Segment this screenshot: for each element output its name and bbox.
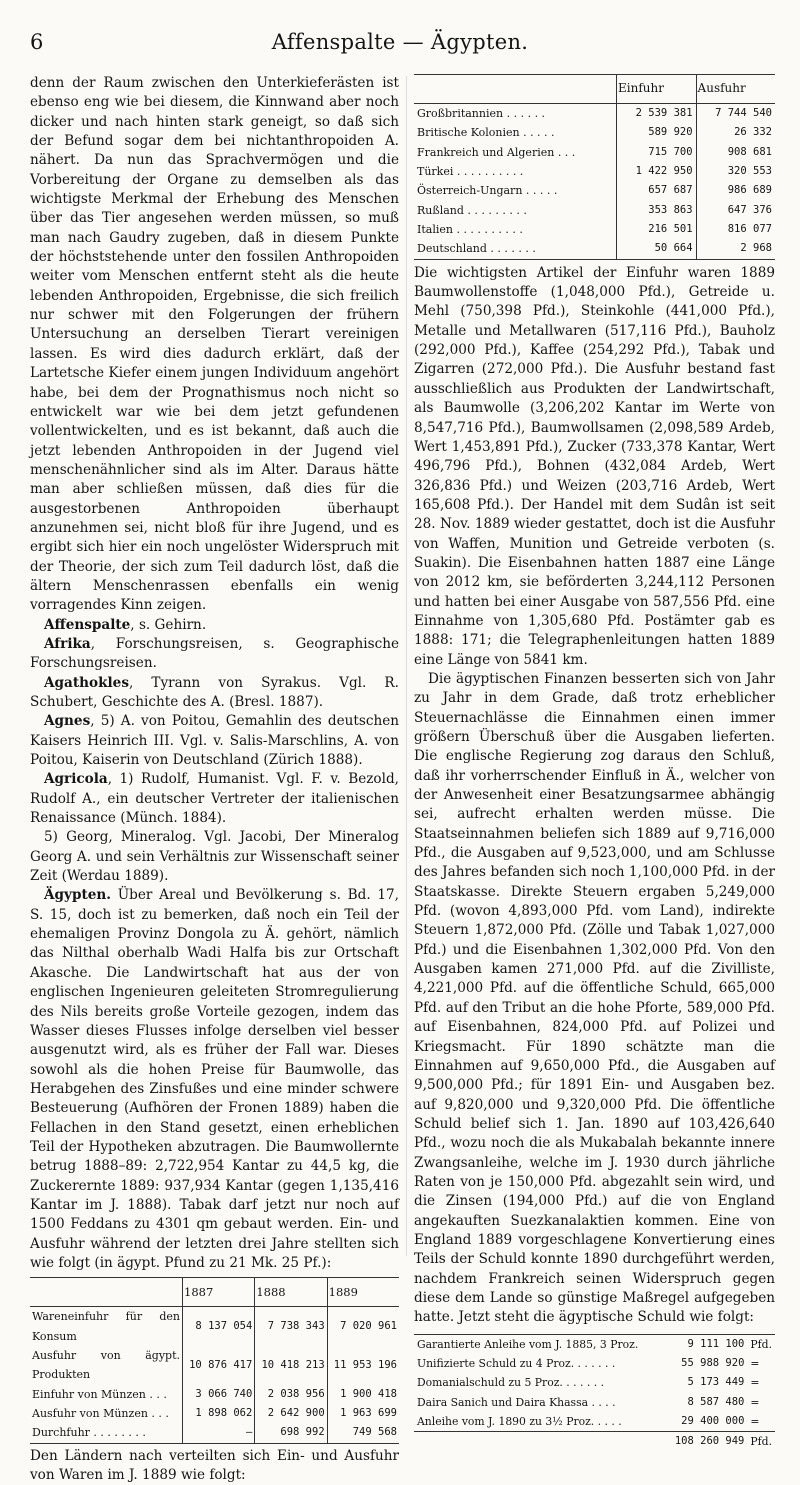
table-row: Durchfuhr . . . . . . . . — 698 992 749 568 bbox=[30, 1423, 399, 1443]
table-row: Garantierte Anleihe vom J. 1885, 3 Proz. 9 111 100 Pfd. bbox=[417, 1337, 772, 1351]
paragraph-handel: Die wichtigsten Artikel der Einfuhr waren 1889 Baumwollenstoffe (1,048,000 Pfd.), Getreide u. Mehl (750,398 Pfd.), Steinkohle (441,000 Pfd.), Metalle und Metallwaren (517,116 Pfd.), Bauholz (292,000 Pfd.), Kaffee (254,292 Pfd.), Tabak und Zigarren (272,000 Pfd.). Die Ausfuhr bestand fast ausschließlich aus Produkten der Landwirtschaft, als Baumwolle (3,206,202 Kantar im Werte von 8,547,716 Pfd.), Baumwollsamen (2,098,589 Ardeb, Wert 1,453,891 Pfd.), Zucker (733,378 Kantar, Wert 496,796 Pfd.), Bohnen (432,084 Ardeb, Wert 326,836 Pfd.) und Weizen (203,716 Ardeb, Wert 165,608 Pfd.). Der Handel mit dem Sudân ist seit 28. Nov. 1889 wieder gestattet, doch ist die Ausfuhr von Waffen, Munition und Getreide verboten (s. Suakin). Die Eisenbahnen hatten 1887 eine Länge von 2012 km, sie beförderten 3,244,112 Personen und hatten bei einer Ausgabe von 587,556 Pfd. eine Einnahme von 1,305,680 Pfd. Postämter gab es 1888: 171; die Telegraphenleitungen hatten 1889 eine Länge von 5841 km. bbox=[414, 264, 775, 668]
entry-headword: Agricola bbox=[44, 771, 108, 788]
paragraph-finanzen: Die ägyptischen Finanzen besserten sich von Jahr zu Jahr in dem Grade, daß trotz erheblicher Steuernachlässe die Einnahmen einen immer größern Überschuß über die Ausgaben lieferten. Die englische Regierung zog daraus den Schluß, daß ihr vorherrschender Einfluß in Ä., welcher von der Anwesenheit einer Besatzungsarmee abhängig sei, aufrecht erhalten werden müsse. Die Staatseinnahmen beliefen sich 1889 auf 9,716,000 Pfd., die Ausgaben auf 9,523,000, und am Schlusse des Jahres befanden sich noch 1,100,000 Pfd. in der Staatskasse. Direkte Steuern ergaben 5,249,000 Pfd. (wovon 4,893,000 Pfd. vom Land), indirekte Steuern 1,872,000 Pfd. (Zölle und Tabak 1,027,000 Pfd.) und die Eisenbahnen 1,302,000 Pfd. Von den Ausgaben kamen 271,000 Pfd. auf die Zivilliste, 4,221,000 Pfd. auf die öffentliche Schuld, 665,000 Pfd. auf den Tribut an die hohe Pforte, 589,000 Pfd. auf Eisenbahnen, 824,000 Pfd. auf Polizei und Kriegsmacht. Für 1890 schätzte man die Einnahmen auf 9,650,000 Pfd., die Ausgaben auf 9,500,000 Pfd.; für 1891 Ein- und Ausgaben bez. auf 9,820,000 und 9,320,000 Pfd. Die öffentliche Schuld belief sich 1. Jan. 1890 auf 103,426,640 Pfd., wozu noch die als Mukabalah bekannte innere Zwangsanleihe, welche im J. 1930 durch jährliche Raten von je 150,000 Pfd. abgezahlt sein wird, und die Zinsen (194,000 Pfd.) auf die von England angekauften Suezkanalaktien kommen. Eine von England 1889 vorgeschlagene Konvertierung eines Teils der Schuld konnte 1890 durchgeführt werden, nachdem Frankreich seinen Widerspruch gegen diese dem Lande so günstige Maßregel aufgegeben hatte. Jetzt steht die ägyptische Schuld wie folgt: bbox=[414, 670, 775, 1326]
column-header: Ausfuhr bbox=[696, 75, 775, 104]
table-row: Ausfuhr von Münzen . . . 1 898 062 2 642 900 1 963 699 bbox=[30, 1404, 399, 1423]
entry-agricola: Agricola, 1) Rudolf, Humanist. Vgl. F. v. Bezold, Rudolf A., ein deutscher Vertreter der italienischen Renaissance (Münch. 1884). bbox=[30, 771, 399, 827]
table-row: Italien . . . . . . . . . . 216 501 816 077 bbox=[414, 220, 775, 239]
entry-headword: Agnes bbox=[44, 713, 91, 730]
page-number: 6 bbox=[30, 30, 44, 54]
entry-headword: Agathokles bbox=[44, 674, 129, 691]
entry-headword: Ägypten. bbox=[44, 887, 111, 904]
entry-aegypten: Ägypten. Über Areal und Bevölkerung s. Bd. 17, S. 15, doch ist zu bemerken, daß noch ein Teil der ehemaligen Provinz Dongola zu Ä. gehört, nämlich das Nilthal oberhalb Wadi Halfa bis zur Ortschaft Akasche. Die Landwirtschaft hat aus der von englischen Ingenieuren geleiteten Stromregulierung des Nils bereits große Vorteile gezogen, indem das Wasser dieses Flusses infolge derselben viel besser ausgenutzt wird, als es früher der Fall war. Dieses sowohl als die hohen Preise für Baumwolle, das Herabgehen des Zinsfußes und eine minder schwere Besteuerung (Aufhören der Fronen 1889) haben die Fellachen in den Stand gesetzt, einen erheblichen Teil der Hypotheken abzutragen. Die Baumwollernte betrug 1888–89: 2,722,954 Kantar zu 44,5 kg, die Zuckerernte 1889: 937,934 Kantar (gegen 1,135,416 Kantar im J. 1888). Tabak darf jetzt nur noch auf 1500 Feddans zu 4301 qm gebaut werden. Ein- und Ausfuhr während der letzten drei Jahre stellten sich wie folgt (in ägypt. Pfund zu 21 Mk. 25 Pf.): bbox=[30, 887, 399, 1271]
table-row: Unifizierte Schuld zu 4 Proz. . . . . . . 55 988 920 = bbox=[417, 1357, 760, 1370]
entry-affenspalte: Affenspalte, s. Gehirn. bbox=[44, 616, 207, 633]
running-title: Affenspalte — Ägypten. bbox=[271, 30, 529, 54]
right-column bbox=[414, 74, 775, 1452]
country-trade-table bbox=[414, 74, 775, 260]
debt-total: 108 260 949 bbox=[664, 1432, 747, 1452]
table-header-row bbox=[30, 1278, 399, 1307]
paragraph-anthropoiden: denn der Raum zwischen den Unterkieferästen ist ebenso eng wie bei diesem, die Kinnwand aber noch dicker und nach hinten stark geneigt, so daß sich der Befund sogar dem bei nichtanthropoiden A. nähert. Da nun das Sprachvermögen und die Vorbereitung der Organe zu demselben als das wichtigste Merkmal der Erhebung des Menschen über das Tier angesehen werden müssen, so muß man nach Gaudry zugeben, daß in diesem Punkte der höchststehende unter den fossilen Anthropoiden weiter vom Menschen entfernt steht als die heute lebenden Anthropoiden, Ergebnisse, die sich freilich nur schwer mit den Folgerungen der frühern Untersuchung an derselben Tierart vereinigen lassen. Es wird dies dadurch erklärt, daß der Lartetsche Kiefer einem jungen Individuum angehört habe, bei dem der Prognathismus noch nicht so entwickelt war wie bei dem jetzt gefundenen vollentwickelten, und es ist bekannt, daß auch die jetzt lebenden Anthropoiden in der Jugend viel menschenähnlicher sind als im Alter. Daraus hätte man aber schließen müssen, daß dies für die ausgestorbenen Anthropoiden überhaupt anzunehmen sei, nicht bloß für ihre Jugend, und es ergibt sich hier ein noch ungelöster Widerspruch mit der Theorie, der sich zum Teil dadurch löst, daß die ältern Menschenrassen ebenfalls ein wenig vorragendes Kinn zeigen. bbox=[30, 75, 399, 614]
paragraph-laender: Den Ländern nach verteilten sich Ein- und Ausfuhr von Waren im J. 1889 wie folgt: bbox=[30, 1447, 399, 1484]
entry-headword: Affenspalte bbox=[44, 616, 131, 633]
entry-agathokles: Agathokles, Tyrann von Syrakus. Vgl. R. Schubert, Geschichte des A. (Bresl. 1887). bbox=[30, 674, 399, 710]
page-header bbox=[0, 30, 800, 64]
table-row: Anleihe vom J. 1890 zu 3½ Proz. . . . . 29 400 000 = bbox=[417, 1415, 760, 1429]
table-row: Ausfuhr von ägypt. Produkten 10 876 417 10 418 213 11 953 196 bbox=[30, 1346, 399, 1385]
table-row: Domanialschuld zu 5 Proz. . . . . . . 5 173 449 = bbox=[417, 1376, 760, 1390]
entry-afrika: Afrika, Forschungsreisen, s. Geographische Forschungsreisen. bbox=[30, 635, 399, 672]
table-row: Großbritannien . . . . . . 2 539 381 7 744 540 bbox=[414, 104, 775, 124]
column-header: 1888 bbox=[255, 1278, 327, 1307]
table-row: Wareneinfuhr für den Konsum 8 137 054 7 738 343 7 020 961 bbox=[30, 1307, 399, 1346]
table-row: Deutschland . . . . . . . 50 664 2 968 bbox=[414, 239, 775, 259]
left-column bbox=[30, 74, 399, 1485]
table-row: Britische Kolonien . . . . . 589 920 26 332 bbox=[414, 123, 775, 142]
trade-table bbox=[30, 1277, 399, 1443]
table-row: Daira Sanich und Daira Khassa . . . . 8 587 480 = bbox=[417, 1395, 760, 1409]
table-row: Türkei . . . . . . . . . . 1 422 950 320 553 bbox=[414, 162, 775, 181]
table-header-row bbox=[414, 75, 775, 104]
table-row: Österreich-Ungarn . . . . . 657 687 986 689 bbox=[414, 181, 775, 200]
table-row: Einfuhr von Münzen . . . 3 066 740 2 038 956 1 900 418 bbox=[30, 1385, 399, 1404]
column-divider bbox=[406, 76, 407, 1256]
table-row: Frankreich und Algerien . . . 715 700 908 681 bbox=[414, 143, 775, 162]
debt-table bbox=[414, 1334, 775, 1452]
column-header: 1887 bbox=[183, 1278, 255, 1307]
column-header: 1889 bbox=[327, 1278, 399, 1307]
entry-headword: Afrika bbox=[44, 635, 91, 652]
entry-agricola-georg: 5) Georg, Mineralog. Vgl. Jacobi, Der Mineralog Georg A. und sein Verhältnis zur Wissenschaft seiner Zeit (Werdau 1889). bbox=[30, 829, 399, 885]
table-row: Rußland . . . . . . . . . 353 863 647 376 bbox=[414, 201, 775, 220]
table-total-row: 108 260 949 Pfd. bbox=[414, 1432, 775, 1452]
column-header: Einfuhr bbox=[617, 75, 697, 104]
entry-agnes: Agnes, 5) A. von Poitou, Gemahlin des deutschen Kaisers Heinrich III. Vgl. v. Salis-Marschlins, A. von Poitou, Kaiserin von Deutschland (Zürich 1888). bbox=[30, 713, 399, 769]
